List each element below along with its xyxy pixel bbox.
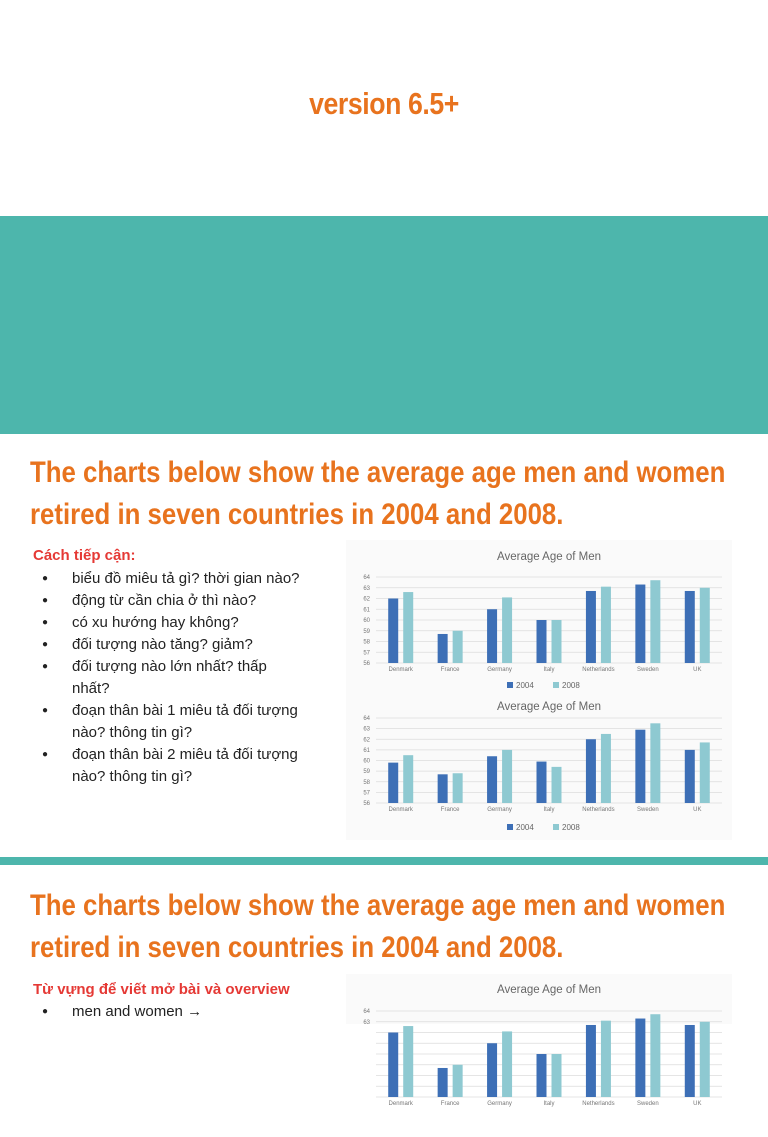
version-title: version 6.5+ (309, 86, 459, 121)
chart-men-2004-2008-bottom (346, 698, 732, 840)
legend-swatch (553, 824, 559, 830)
y-tick-label: 57 (363, 790, 370, 797)
bar-2004-uk (685, 1025, 695, 1097)
x-tick-label: Sweden (637, 667, 659, 673)
x-tick-label: Germany (487, 667, 512, 673)
x-tick-label: Denmark (388, 1101, 413, 1107)
bar-2008-italy (552, 767, 562, 803)
x-tick-label: UK (693, 1101, 702, 1107)
bar-2004-france (438, 774, 448, 803)
bar-2004-sweden (635, 730, 645, 803)
bar-2004-uk (685, 750, 695, 803)
y-tick-label: 60 (363, 758, 370, 765)
bar-2008-uk (700, 1022, 710, 1097)
bar-chart-svg (346, 698, 732, 840)
y-tick-label: 63 (363, 726, 370, 733)
bar-2004-sweden (635, 585, 645, 663)
bar-2004-netherlands (586, 739, 596, 803)
y-tick-label: 59 (363, 628, 370, 635)
x-tick-label: Italy (543, 807, 555, 813)
bar-2008-france (453, 631, 463, 663)
bar-2008-denmark (403, 592, 413, 663)
y-tick-label: 62 (363, 596, 370, 603)
bar-2004-netherlands (586, 591, 596, 663)
y-tick-label: 57 (363, 650, 370, 657)
bar-2004-germany (487, 609, 497, 663)
y-tick-label: 64 (363, 716, 370, 722)
x-tick-label: Netherlands (582, 1101, 615, 1107)
legend-label: 2004 (516, 681, 534, 690)
bar-2008-germany (502, 750, 512, 803)
list-item: ● động từ cần chia ở thì nào? (40, 590, 302, 612)
bar-2004-denmark (388, 599, 398, 664)
bar-2004-sweden (635, 1019, 645, 1097)
approach-label: Cách tiếp cận: (33, 547, 136, 564)
bar-2008-germany (502, 597, 512, 663)
bar-2008-netherlands (601, 1021, 611, 1097)
list-item: ● có xu hướng hay không? (40, 612, 302, 634)
bar-2008-france (453, 773, 463, 803)
bar-2004-italy (537, 620, 547, 663)
x-tick-label: France (440, 667, 460, 673)
legend-swatch (553, 682, 559, 688)
bar-2004-france (438, 634, 448, 663)
list-item: ● đối tượng nào tăng? giảm? (40, 634, 302, 656)
bar-2004-italy (537, 1054, 547, 1097)
bar-2004-germany (487, 1043, 497, 1097)
y-tick-label: 63 (363, 585, 370, 592)
x-tick-label: Germany (487, 807, 512, 813)
bar-2008-italy (552, 1054, 562, 1097)
chart-title: Average Age of Men (497, 984, 601, 996)
approach-list (40, 568, 302, 788)
vocab-list (40, 1001, 302, 1023)
bar-2004-denmark (388, 1033, 398, 1098)
vocab-label: Từ vựng để viết mở bài và overview (33, 981, 290, 998)
bar-2008-sweden (650, 580, 660, 663)
list-item: ● đoạn thân bài 2 miêu tả đối tượng nào? thông tin gì? (40, 744, 302, 788)
bar-2008-netherlands (601, 587, 611, 663)
chart-men-2004-2008-top (346, 540, 732, 698)
x-tick-label: Sweden (637, 807, 659, 813)
x-tick-label: Italy (543, 1101, 555, 1107)
y-tick-label: 58 (363, 779, 370, 786)
bar-2004-italy (537, 762, 547, 803)
x-tick-label: UK (693, 807, 702, 813)
chart-title: Average Age of Men (497, 701, 601, 713)
teal-banner (0, 216, 768, 434)
legend-label: 2004 (516, 823, 534, 832)
slide2-heading-line1: The charts below show the average age men and women (30, 456, 726, 489)
chart-men-partial (346, 974, 732, 1107)
bar-2008-france (453, 1065, 463, 1097)
bar-2008-netherlands (601, 734, 611, 803)
list-item: ● đoạn thân bài 1 miêu tả đối tượng nào? thông tin gì? (40, 700, 302, 744)
x-tick-label: France (440, 1101, 460, 1107)
x-tick-label: France (440, 807, 460, 813)
y-tick-label: 64 (363, 1009, 370, 1015)
bar-2008-denmark (403, 1026, 413, 1097)
bar-chart-svg (346, 974, 732, 1132)
legend-label: 2008 (562, 823, 580, 832)
x-tick-label: Sweden (637, 1101, 659, 1107)
y-tick-label: 58 (363, 639, 370, 646)
y-tick-label: 63 (363, 1019, 370, 1026)
bar-2008-italy (552, 620, 562, 663)
slide3-heading-line2: retired in seven countries in 2004 and 2008. (30, 931, 564, 964)
bar-2004-denmark (388, 763, 398, 803)
y-tick-label: 62 (363, 737, 370, 744)
bar-2008-denmark (403, 755, 413, 803)
list-item: ● đối tượng nào lớn nhất? thấp nhất? (40, 656, 302, 700)
y-tick-label: 60 (363, 618, 370, 624)
y-tick-label: 61 (363, 747, 370, 754)
legend-label: 2008 (562, 681, 580, 690)
bar-2008-sweden (650, 723, 660, 803)
chart-title: Average Age of Men (497, 551, 601, 563)
bar-2004-germany (487, 756, 497, 803)
y-tick-label: 64 (363, 575, 370, 581)
bar-2004-uk (685, 591, 695, 663)
bar-2008-germany (502, 1031, 512, 1097)
x-tick-label: Germany (487, 1101, 512, 1107)
bar-2004-netherlands (586, 1025, 596, 1097)
y-tick-label: 56 (363, 661, 370, 667)
x-tick-label: Italy (543, 667, 555, 673)
list-item: ● biểu đồ miêu tả gì? thời gian nào? (40, 568, 302, 590)
bar-chart-svg (346, 540, 732, 698)
x-tick-label: Denmark (388, 807, 413, 813)
slide3-heading-line1: The charts below show the average age men and women (30, 889, 726, 922)
x-tick-label: Netherlands (582, 667, 615, 673)
list-item: ● men and women → (40, 1001, 302, 1023)
bar-2008-uk (700, 588, 710, 663)
x-tick-label: Netherlands (582, 807, 615, 813)
legend-swatch (507, 824, 513, 830)
bar-2008-sweden (650, 1014, 660, 1097)
bar-2008-uk (700, 742, 710, 803)
y-tick-label: 56 (363, 801, 370, 807)
y-tick-label: 61 (363, 607, 370, 614)
teal-divider (0, 857, 768, 865)
x-tick-label: UK (693, 667, 702, 673)
legend-swatch (507, 682, 513, 688)
slide2-heading-line2: retired in seven countries in 2004 and 2008. (30, 498, 564, 531)
y-tick-label: 59 (363, 769, 370, 776)
x-tick-label: Denmark (388, 667, 413, 673)
bar-2004-france (438, 1068, 448, 1097)
